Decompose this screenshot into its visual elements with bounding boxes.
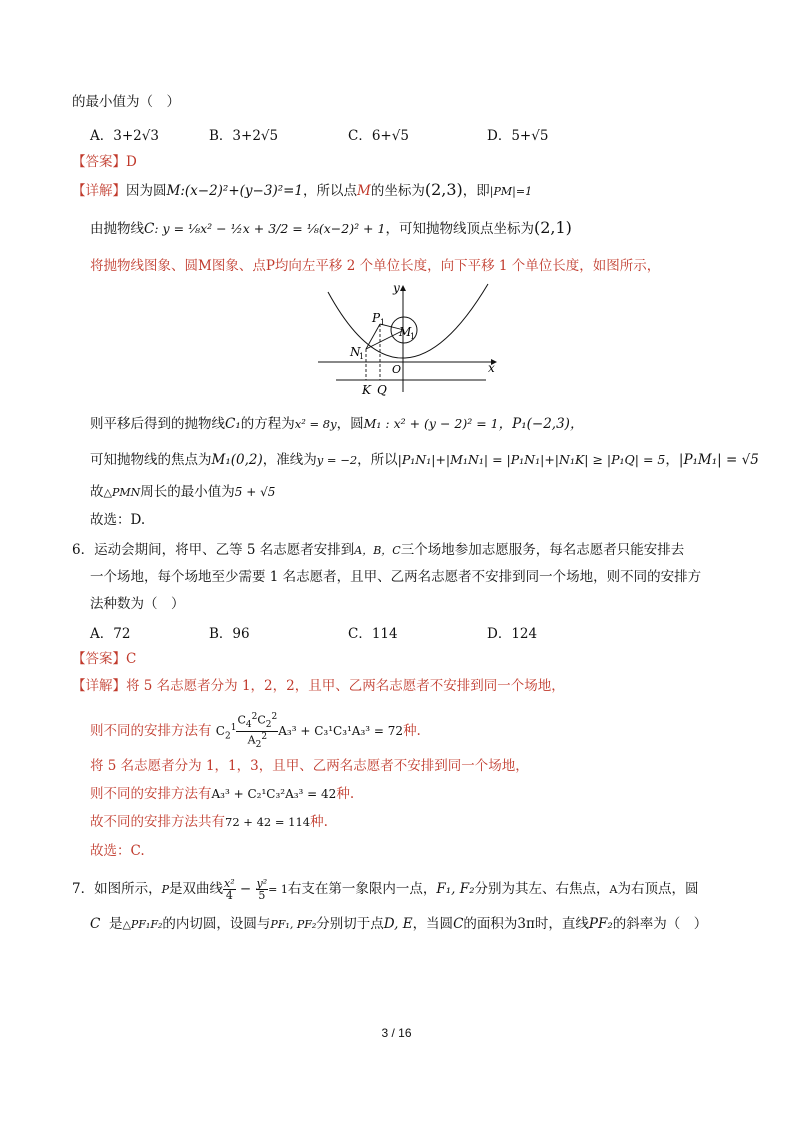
q6-stem-line1: 6．运动会期间，将甲、乙等 5 名志愿者安排到A，B，C三个场地参加志愿服务，每名志愿者只能安排去 [72,542,685,558]
fig-label-m1: M [399,325,412,339]
fig-label-o: O [392,363,402,376]
q7-stem-line1: 7．如图所示，P是双曲线 $\frac{\text{x²}}{4}$ − $\frac{\text{y²}}{5}$ = 1右支在第一象限内一点，F₁, F₂分别为其左、右焦点，A为右顶点，圆 [72,877,699,902]
parabola-figure [316,280,502,398]
fig-label-n1: N [350,345,361,359]
q5-stem-tail: 的最小值为（ ） [72,94,180,110]
q6-detail-line4: 则不同的安排方法有A₃³ + C₂¹C₃²A₃³ = 42种. [90,786,355,802]
q5-option-a: A．3+2√3 [90,128,159,144]
q6-option-a: A．72 [90,626,131,642]
fraction-y2-over-5: $\frac{\text{y²}}{5}$ [256,877,268,902]
fraction-x2-over-4: $\frac{\text{x²}}{4}$ [224,877,235,902]
q5-detail-line7: 故选：D. [90,512,146,528]
q5-option-d: D．5+√5 [487,128,549,144]
q6-stem-line2: 一个场地，每个场地至少需要 1 名志愿者，且甲、乙两名志愿者不安排到同一个场地，则不同的安排方 [90,569,702,585]
q5-detail-line4: 则平移后得到的抛物线C₁的方程为x² = 8y，圆M₁ : x² + (y − 2)² = 1，P₁(−2,3)， [90,416,584,432]
q6-option-b: B．96 [209,626,250,642]
fig-label-p1: P [372,311,381,325]
q5-answer: 【答案】D [72,154,137,170]
q6-detail-line5: 故不同的安排方法共有72 + 42 = 114种. [90,814,328,830]
q6-detail-line2: 则不同的安排方法有 $C_2^1$ $\frac{C_4^2C_2^2}{A_2^2}$ A₃³ + C₃¹C₃¹A₃³ = 72种. [90,712,421,750]
fig-label-p1-sub: 1 [380,318,386,327]
q6-stem-line3: 法种数为（ ） [90,596,185,612]
q5-detail-line5: 可知抛物线的焦点为M₁(0,2)，准线为y = −2，所以|P₁N₁|+|M₁N₁| = |P₁N₁|+|N₁K| ≥ |P₁Q| = 5，|P₁M₁| = √5 [90,452,759,468]
fig-label-k: K [362,383,371,397]
q5-option-b: B．3+2√5 [209,128,279,144]
fig-label-x: x [488,361,495,375]
q6-answer: 【答案】C [72,651,137,667]
q5-detail-line6: 故△PMN周长的最小值为5 + √5 [90,484,276,500]
fig-label-q: Q [377,383,387,397]
q6-detail-line1: 【详解】将 5 名志愿者分为 1，2，2，且甲、乙两名志愿者不安排到同一个场地， [72,678,565,694]
fig-label-y: y [393,281,400,295]
fraction-c4c2-over-a2: $\frac{C_4^2C_2^2}{A_2^2}$ [237,712,278,750]
fig-label-m1-sub: 1 [410,332,416,341]
q6-detail-line3: 将 5 名志愿者分为 1，1，3，且甲、乙两名志愿者不安排到同一个场地， [90,758,529,774]
q7-stem-line2: C 是△PF₁F₂的内切圆，设圆与PF₁, PF₂分别切于点D, E，当圆C的面积为3π时，直线PF₂的斜率为（ ） [90,916,708,932]
q5-detail-line3: 将抛物线图象、圆M图象、点P均向左平移 2 个单位长度，向下平移 1 个单位长度，如图所示， [90,258,661,274]
q6-option-d: D．124 [487,626,538,642]
fig-label-n1-sub: 1 [359,352,365,361]
q5-detail-line1: 【详解】因为圆M:(x−2)²+(y−3)²=1，所以点M的坐标为(2,3)，即|PM|=1 [72,180,533,199]
q5-option-c: C．6+√5 [348,128,409,144]
page-number: 3 / 16 [381,1026,412,1040]
q6-detail-line6: 故选：C. [90,843,145,859]
q6-option-c: C．114 [348,626,398,642]
q5-detail-line2: 由抛物线C: y = ⅛x² − ½x + 3/2 = ⅛(x−2)² + 1，可知抛物线顶点坐标为(2,1) [90,218,572,237]
